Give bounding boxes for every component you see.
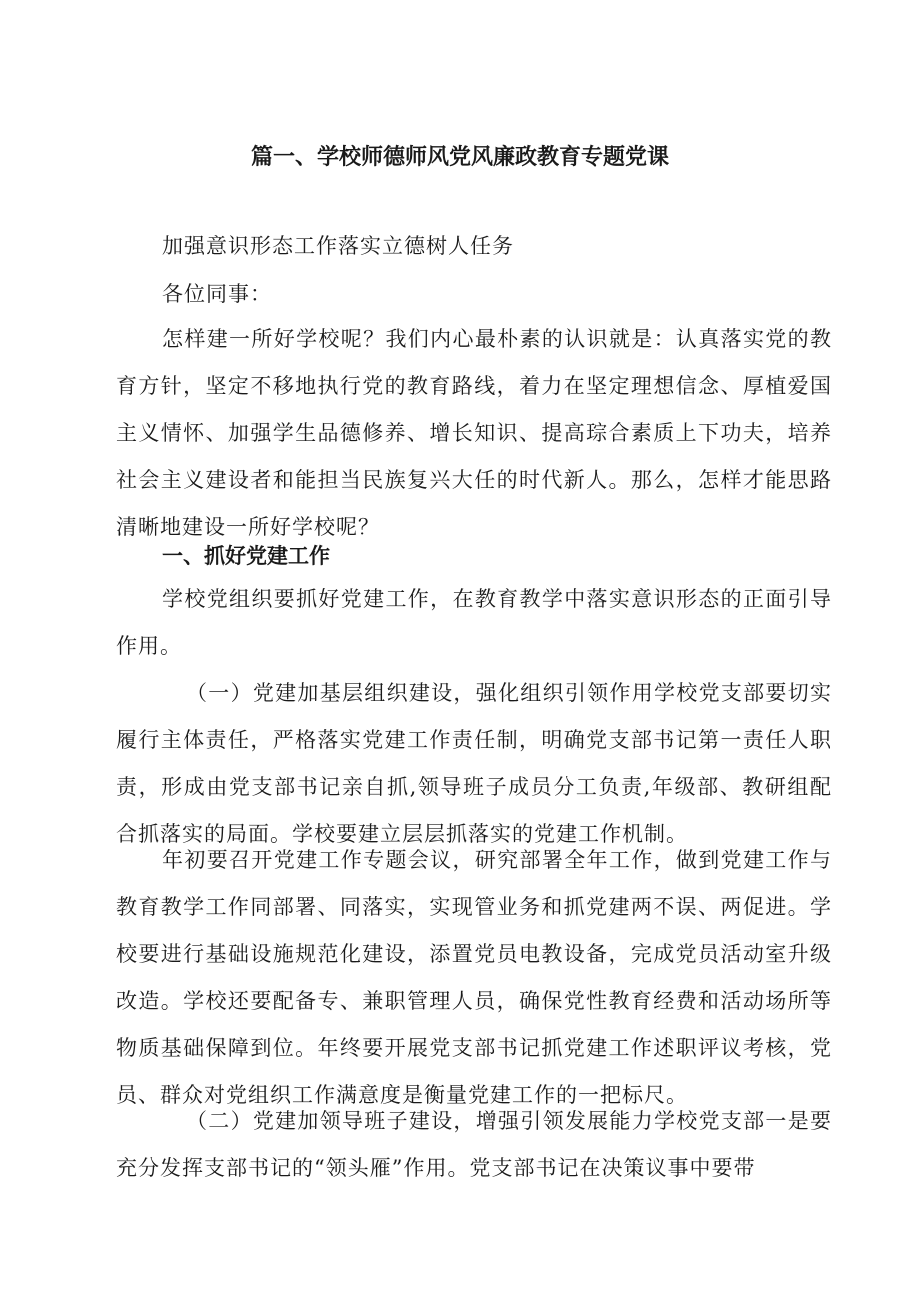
- section-intro-paragraph: 学校党组织要抓好党建工作，在教育教学中落实意识形态的正面引导作用。: [116, 587, 832, 658]
- item-one-continuation-paragraph: 年初要召开党建工作专题会议，研究部署全年工作，做到党建工作与教育教学工作同部署、同落实，实现管业务和抓党建两不误、两促进。学校要进行基础设施规范化建设，添置党员电教设备，完成党员活动室升级改造。学校还要配备专、兼职管理人员，确保党性教育经费和活动场所等物质基础保障到位。年终要开展党支部书记抓党建工作述职评议考核，党员、群众对党组织工作满意度是衡量党建工作的一把标尺。: [116, 848, 832, 1107]
- section-heading: 一、抓好党建工作: [162, 544, 330, 568]
- salutation: 各位同事：: [162, 282, 272, 306]
- document-title: 篇一、学校师德师风党风廉政教育专题党课: [250, 145, 669, 170]
- item-one-paragraph: （一）党建加基层组织建设，强化组织引领作用学校党支部要切实履行主体责任，严格落实党建工作责任制，明确党支部书记第一责任人职责，形成由党支部书记亲自抓,领导班子成员分工负责,年级部、教研组配合抓落实的局面。学校要建立层层抓落实的党建工作机制。: [116, 681, 832, 846]
- item-two-paragraph: （二）党建加领导班子建设，增强引领发展能力学校党支部一是要充分发挥支部书记的“领头雁”作用。党支部书记在决策议事中要带: [116, 1109, 832, 1180]
- intro-paragraph: 怎样建一所好学校呢？我们内心最朴素的认识就是：认真落实党的教育方针，坚定不移地执行党的教育路线，着力在坚定理想信念、厚植爱国主义情怀、加强学生品德修养、增长知识、提高琮合素质上下功夫，培养社会主义建设者和能担当民族复兴大任的时代新人。那么，怎样才能思路清晰地建设一所好学校呢？: [116, 327, 832, 539]
- document-subtitle: 加强意识形态工作落实立德树人任务: [162, 234, 514, 258]
